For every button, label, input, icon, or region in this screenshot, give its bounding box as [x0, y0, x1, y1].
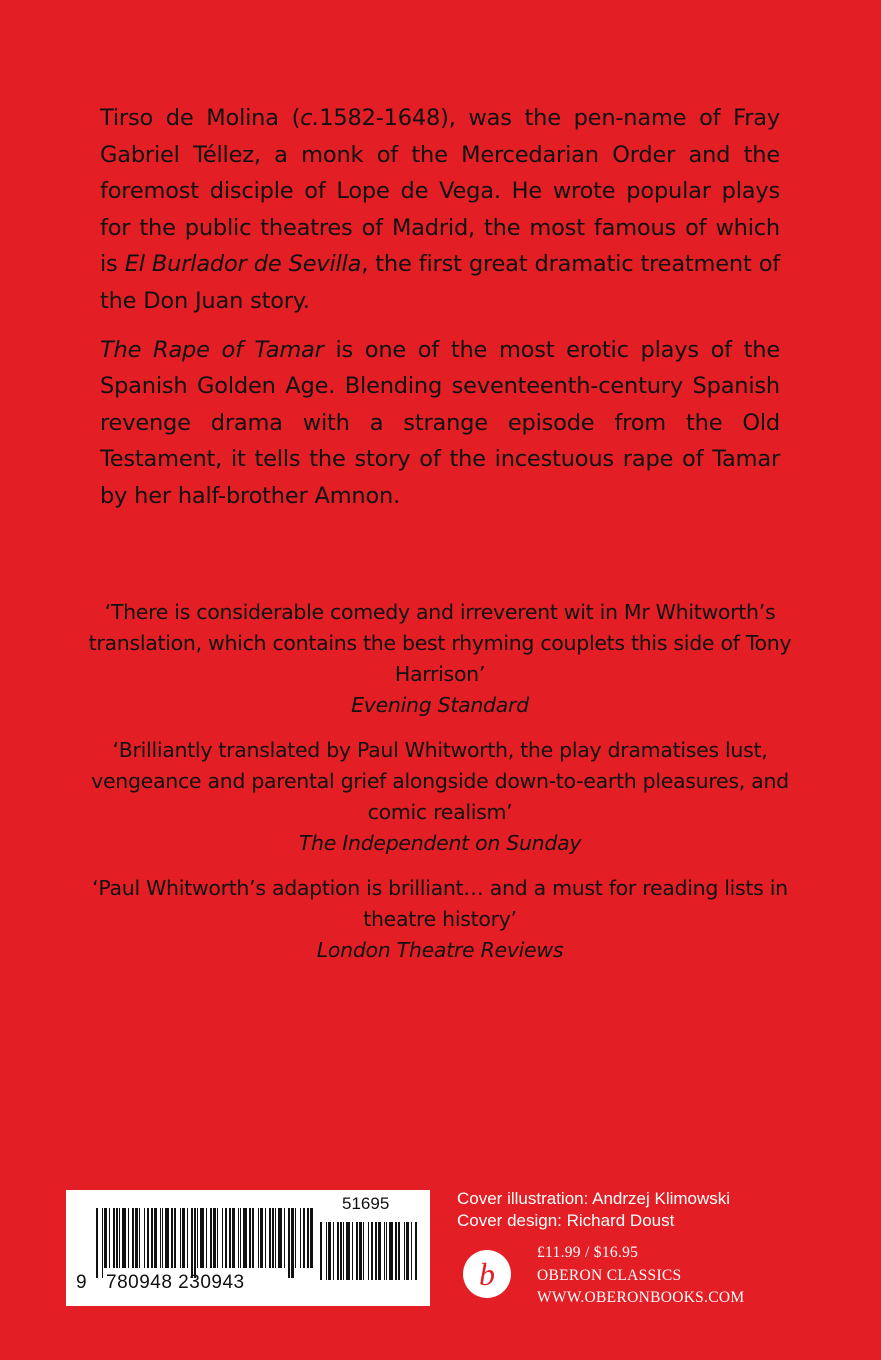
barcode-bar	[291, 1208, 294, 1278]
barcode-bar	[135, 1208, 138, 1268]
barcode-bar	[375, 1222, 377, 1280]
price: £11.99 / $16.95	[537, 1244, 639, 1261]
barcode-bar	[260, 1208, 263, 1268]
quote-text: ‘Brilliantly translated by Paul Whitworth, the play dramatises lust, vengeance and parental grief alongside down-to-earth pleasures, and comic realism’	[91, 738, 789, 824]
barcode-bar	[104, 1208, 107, 1268]
barcode-bar	[307, 1208, 309, 1268]
barcode-bar	[132, 1208, 134, 1268]
title-el-burlador: El Burlador de Sevilla	[124, 251, 362, 278]
barcode-bar	[411, 1222, 412, 1280]
barcode-bar	[404, 1222, 405, 1280]
barcode-bar	[278, 1208, 282, 1268]
barcode-bar	[187, 1208, 188, 1268]
barcode-bar	[346, 1222, 350, 1280]
barcode-bar	[139, 1208, 140, 1268]
barcode-bar	[252, 1208, 254, 1268]
barcode-bar	[180, 1208, 181, 1268]
barcode-bar	[197, 1208, 198, 1268]
design-credit: Cover design: Richard Doust	[457, 1211, 675, 1230]
barcode-bar	[406, 1222, 409, 1280]
barcode-bar	[147, 1208, 149, 1268]
illustration-credit: Cover illustration: Andrzej Klimowski	[457, 1189, 731, 1208]
barcode-bar	[300, 1208, 301, 1268]
barcode-bar	[415, 1222, 417, 1280]
barcode-bar	[272, 1208, 274, 1268]
barcode-bar	[102, 1208, 103, 1278]
website: WWW.OBERONBOOKS.COM	[537, 1289, 745, 1306]
barcode-bar	[109, 1208, 110, 1268]
barcode-bar	[232, 1208, 235, 1268]
cover-credits	[457, 1188, 730, 1232]
barcode-bar	[378, 1222, 381, 1280]
barcode-bar	[194, 1208, 196, 1278]
quote-source: The Independent on Sunday	[298, 831, 582, 855]
barcode-bar	[210, 1208, 212, 1268]
barcode-bar	[171, 1208, 173, 1268]
barcode-bar	[116, 1208, 118, 1268]
review-quote	[60, 735, 820, 859]
barcode-bar	[386, 1222, 387, 1280]
barcode-bar	[265, 1208, 266, 1268]
barcode-bar	[288, 1208, 290, 1278]
barcode-bar	[337, 1222, 339, 1280]
svg-text:b: b	[479, 1256, 495, 1292]
quote-text: ‘There is considerable comedy and irreverent wit in Mr Whitworth’s translation, which contains the best rhyming couplets this side of Tony Harrison’	[88, 600, 792, 686]
isbn-digits: 780948 230943	[106, 1272, 245, 1293]
barcode-bar	[160, 1208, 161, 1268]
barcode-bar	[222, 1208, 223, 1268]
barcode-bar	[144, 1208, 145, 1268]
title-rape-of-tamar: The Rape of Tamar	[100, 336, 324, 363]
barcode-bar	[249, 1208, 251, 1268]
barcode-bar	[206, 1208, 207, 1268]
blurb-paragraph-play: The Rape of Tamar is one of the most erotic plays of the Spanish Golden Age. Blending seventeenth-century Spanish revenge drama with a strange episode from the Old Testament, it tells the story of the incestuous rape of Tamar by her half-brother Amnon.	[100, 336, 780, 509]
review-quote	[60, 597, 820, 721]
barcode-bar	[343, 1222, 344, 1280]
barcode-bar	[191, 1208, 193, 1278]
barcode-bar	[165, 1208, 169, 1268]
barcode-bar	[151, 1208, 153, 1268]
barcode-bar	[182, 1208, 185, 1268]
barcode-bar	[310, 1208, 313, 1268]
barcode-bar	[398, 1222, 400, 1280]
barcode-bar	[229, 1208, 231, 1268]
barcode-bar	[217, 1208, 218, 1268]
barcode-bar	[200, 1208, 204, 1268]
barcode-bar	[359, 1222, 362, 1280]
barcode-panel	[66, 1190, 430, 1306]
barcode-bar	[320, 1222, 322, 1280]
barcode-bar	[213, 1208, 216, 1268]
barcode-bar	[96, 1208, 98, 1278]
barcode-bar	[162, 1208, 163, 1268]
oberon-logo-icon	[459, 1246, 515, 1302]
barcode-bar	[384, 1222, 385, 1280]
quote-source: Evening Standard	[351, 693, 529, 717]
barcode-bar	[340, 1222, 342, 1280]
barcode-bar	[122, 1208, 126, 1268]
barcode-bar	[128, 1208, 129, 1268]
barcode-bar	[240, 1208, 241, 1268]
barcode-bar	[174, 1208, 176, 1268]
barcode-bar	[389, 1222, 393, 1280]
isbn-prefix: 9	[76, 1272, 87, 1293]
barcode-bar	[368, 1222, 369, 1280]
review-quote	[60, 873, 820, 966]
barcode-bar	[326, 1222, 327, 1280]
addon-digits: 51695	[342, 1194, 390, 1213]
barcode-bar	[363, 1222, 364, 1280]
barcode-bar	[238, 1208, 239, 1268]
barcode-bar	[243, 1208, 247, 1268]
barcode-bar	[303, 1208, 305, 1268]
barcode-bar	[269, 1208, 271, 1268]
barcode-bar	[225, 1208, 227, 1268]
barcode-bar	[258, 1208, 259, 1268]
imprint: OBERON CLASSICS	[537, 1266, 682, 1284]
blurb-paragraph-author: Tirso de Molina (c.1582-1648), was the pen-name of Fray Gabriel Téllez, a monk of the Mercedarian Order and the foremost disciple of Lope de Vega. He wrote popular plays for the public theatres of Madrid, the most famous of which is El Burlador de Sevilla, the first great dramatic treatment of the Don Juan story.	[100, 105, 780, 314]
barcode-bar	[295, 1208, 296, 1268]
review-quotes	[60, 597, 820, 980]
barcode-bar	[352, 1222, 353, 1280]
barcode-bar	[328, 1222, 331, 1280]
blurb	[100, 100, 780, 527]
quote-source: London Theatre Reviews	[316, 938, 564, 962]
barcode-bar	[119, 1208, 120, 1268]
barcode-bar	[371, 1222, 373, 1280]
barcode-bar	[356, 1222, 358, 1280]
barcode-bar	[333, 1222, 334, 1280]
barcode-bar	[154, 1208, 157, 1268]
publisher-info	[537, 1242, 745, 1310]
barcode-bar	[275, 1208, 276, 1268]
barcode-bar	[113, 1208, 115, 1268]
quote-text: ‘Paul Whitworth’s adaption is brilliant… and a must for reading lists in theatre history’	[92, 876, 788, 931]
barcode-bar	[395, 1222, 397, 1280]
barcode-bar	[284, 1208, 285, 1268]
